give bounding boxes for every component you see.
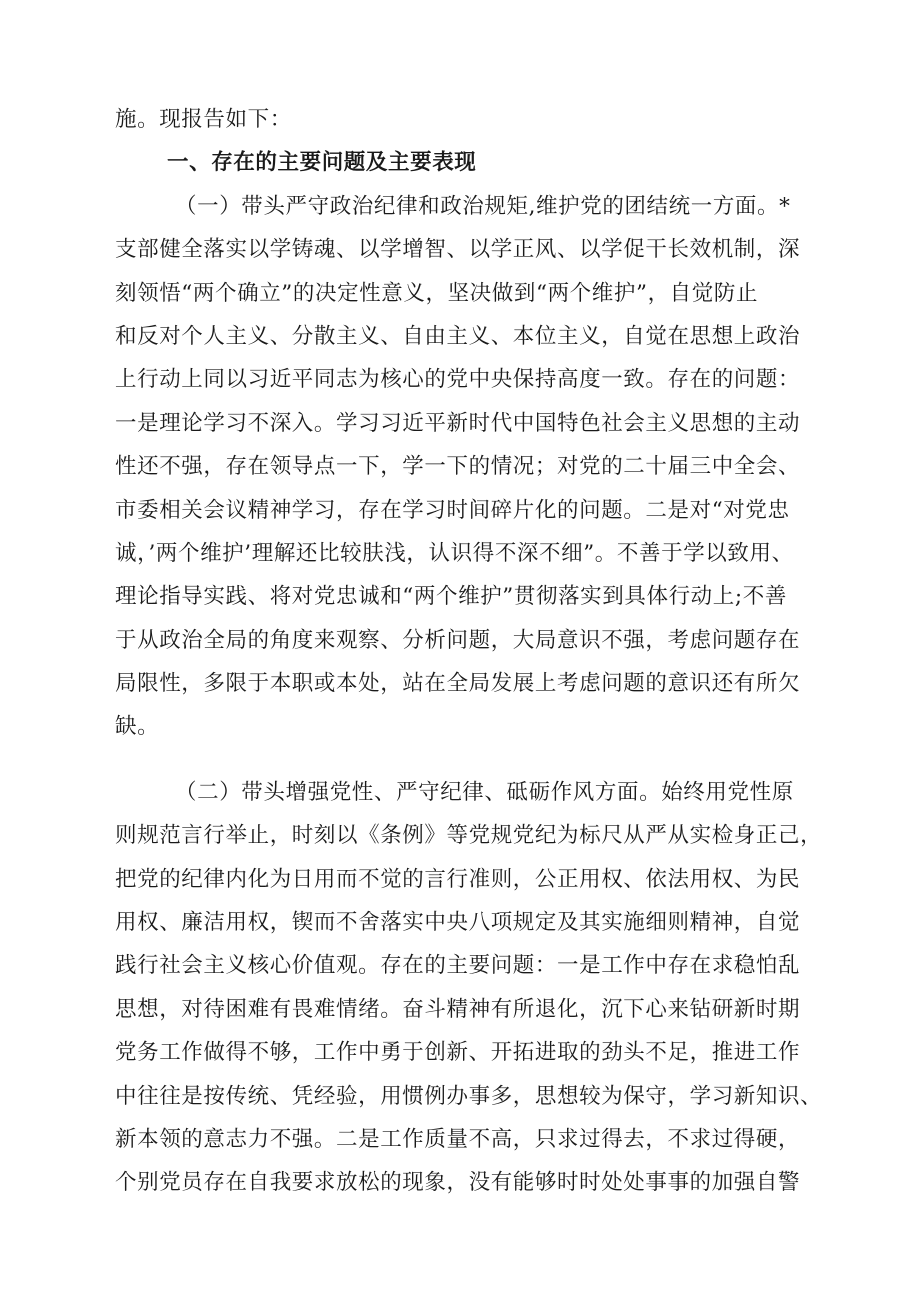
paragraph-2 <box>115 771 827 1205</box>
paragraph-line: 支部健全落实以学铸魂、以学增智、以学正风、以学促干长效机制，深 <box>115 237 801 263</box>
continuation-line: 施。现报告如下： <box>115 107 292 132</box>
paragraph-line: 缺。 <box>115 714 160 740</box>
paragraph-line: 局限性，多限于本职或本处，站在全局发展上考虑问题的意识还有所欠 <box>115 671 801 697</box>
paragraph-line: （二）带头增强党性、严守纪律、砥砺作风方面。始终用党性原 <box>175 779 794 805</box>
paragraph-1 <box>115 185 827 749</box>
paragraph-line: 用权、廉洁用权，锲而不舍落实中央八项规定及其实施细则精神，自觉 <box>115 910 801 936</box>
paragraph-line: 则规范言行举止，时刻以《条例》等党规党纪为标尺从严从实检身正己， <box>115 823 823 849</box>
paragraph-line: 诚，’两个维护’理解还比较肤浅，认识得不深不细”。不善于学以致用、 <box>115 540 794 566</box>
paragraph-line: 中往往是按传统、凭经验，用惯例办事多，思想较为保守，学习新知识、 <box>115 1083 823 1109</box>
paragraph-line: 理论指导实践、将对党忠诚和“两个维护”贯彻落实到具体行动上;不善 <box>115 584 787 610</box>
paragraph-line: 个别党员存在自我要求放松的现象，没有能够时时处处事事的加强自警 <box>115 1170 801 1196</box>
section-heading: 一、存在的主要问题及主要表现 <box>167 150 477 176</box>
paragraph-line: 思想，对待困难有畏难情绪。奋斗精神有所退化，沉下心来钻研新时期 <box>115 996 801 1022</box>
paragraph-line: 性还不强，存在领导点一下，学一下的情况；对党的二十届三中全会、 <box>115 454 801 480</box>
paragraph-line: 新本领的意志力不强。二是工作质量不高，只求过得去，不求过得硬， <box>115 1126 801 1152</box>
paragraph-line: 把党的纪律内化为日用而不觉的言行准则，公正用权、依法用权、为民 <box>115 866 801 892</box>
paragraph-line: （一）带头严守政治纪律和政治规矩,维护党的团结统一方面。* <box>175 193 791 219</box>
document-body <box>115 98 827 1205</box>
paragraph-line: 和反对个人主义、分散主义、自由主义、本位主义，自觉在思想上政治 <box>115 323 801 349</box>
paragraph-line: 上行动上同以习近平同志为核心的党中央保持高度一致。存在的问题： <box>115 367 801 393</box>
paragraph-gap <box>115 749 827 771</box>
paragraph-line: 践行社会主义核心价值观。存在的主要问题：一是工作中存在求稳怕乱 <box>115 953 801 979</box>
paragraph-line: 一是理论学习不深入。学习习近平新时代中国特色社会主义思想的主动 <box>115 410 801 436</box>
paragraph-line: 于从政治全局的角度来观察、分析问题，大局意识不强，考虑问题存在 <box>115 627 801 653</box>
paragraph-line: 刻领悟“两个确立”的决定性意义，坚决做到“两个维护”，自觉防止 <box>115 280 759 306</box>
paragraph-line: 党务工作做得不够，工作中勇于创新、开拓进取的劲头不足，推进工作 <box>115 1040 801 1066</box>
paragraph-line: 市委相关会议精神学习，存在学习时间碎片化的问题。二是对“对党忠 <box>115 497 790 523</box>
